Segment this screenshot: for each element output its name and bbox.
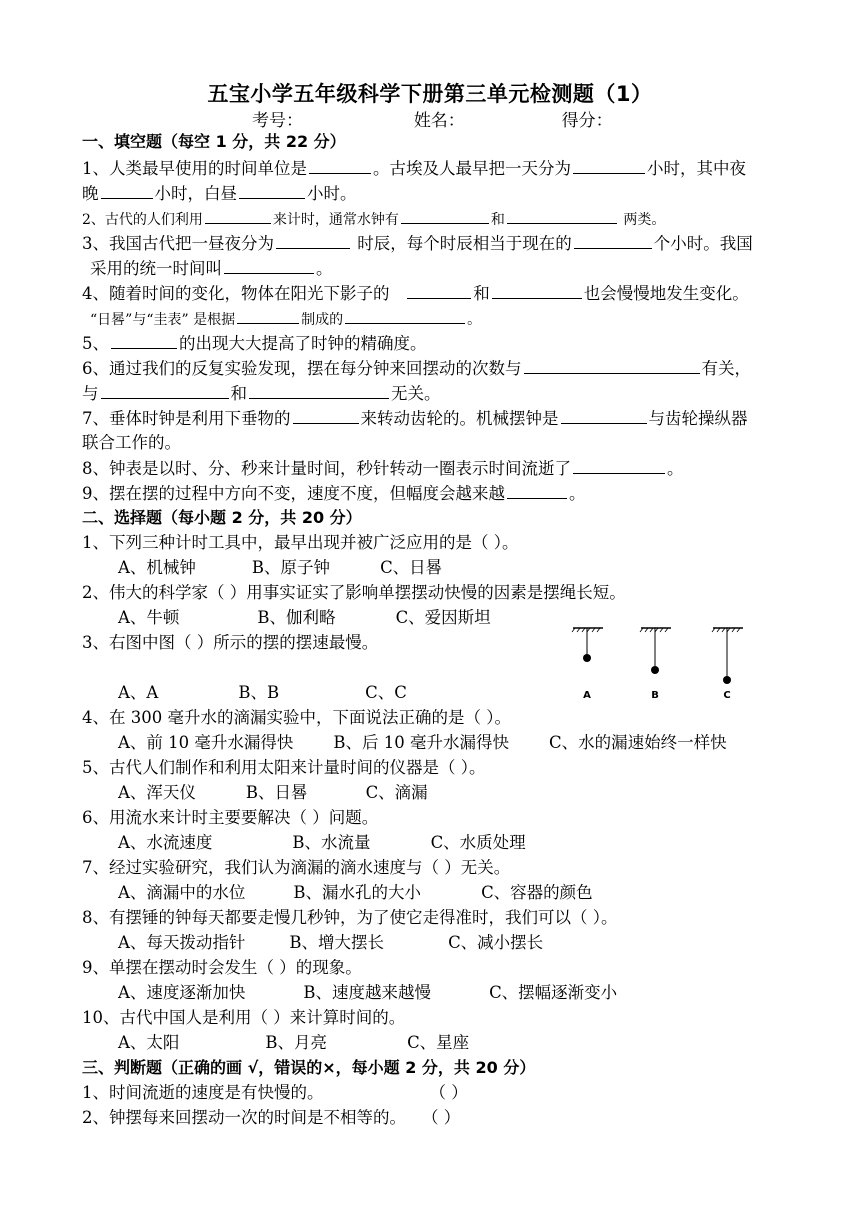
option-a[interactable]: A、水流速度 <box>118 833 213 852</box>
figure-label-b: B <box>651 690 659 701</box>
option-a[interactable]: A、机械钟 <box>118 558 196 577</box>
choice-7-options <box>118 882 593 904</box>
choice-10-options <box>118 1032 469 1054</box>
section-judge-heading: 三、判断题（正确的画 √，错误的×，每小题 2 分，共 20 分） <box>82 1058 536 1077</box>
pendulum-b <box>640 628 671 674</box>
question-choice-4: 4、在 300 毫升水的滴漏实验中，下面说法正确的是（ ）。 <box>82 708 511 727</box>
question-fill-4-cont: “日晷”与“圭表” 是根据 制成的 。 <box>90 307 481 331</box>
option-a[interactable]: A、A <box>118 683 159 702</box>
answer-blank[interactable] <box>249 382 389 399</box>
score-label: 得分： <box>561 111 613 131</box>
question-judge-1: 1、时间流逝的速度是有快慢的。 （ ） <box>82 1083 468 1102</box>
judge-answer-paren[interactable]: （ ） <box>422 1108 461 1127</box>
choice-9-options <box>118 982 617 1004</box>
question-fill-1: 1、人类最早使用的时间单位是 。古埃及人最早把一天分为 小时，其中夜 <box>82 159 746 178</box>
option-c[interactable]: C、星座 <box>407 1033 470 1052</box>
answer-blank[interactable] <box>276 232 350 249</box>
figure-label-c: C <box>723 690 731 701</box>
answer-blank[interactable] <box>507 482 567 499</box>
question-choice-9: 9、单摆在摆动时会发生（ ）的现象。 <box>82 958 362 977</box>
option-a[interactable]: A、前 10 毫升水漏得快 <box>118 733 294 752</box>
question-choice-7: 7、经过实验研究，我们认为滴漏的滴水速度与（ ）无关。 <box>82 858 511 877</box>
answer-blank[interactable] <box>293 407 359 424</box>
option-c[interactable]: C、水质处理 <box>430 833 526 852</box>
question-fill-1-cont: 晚 小时，白昼 小时。 <box>82 184 357 203</box>
option-b[interactable]: B、日晷 <box>245 783 308 802</box>
option-b[interactable]: B、增大摆长 <box>289 933 385 952</box>
question-fill-7-cont: 联合工作的。 <box>82 433 181 452</box>
question-fill-5: 5、 的出现大大提高了时钟的精确度。 <box>82 334 427 353</box>
option-c[interactable]: C、爱因斯坦 <box>395 608 491 627</box>
choice-2-options <box>118 607 491 629</box>
choice-1-options <box>118 557 442 579</box>
pendulum-c <box>712 628 743 684</box>
answer-blank[interactable] <box>401 207 489 224</box>
student-name-label: 姓名： <box>413 111 465 131</box>
judge-answer-paren[interactable]: （ ） <box>429 1083 468 1102</box>
answer-blank[interactable] <box>345 307 465 324</box>
answer-blank[interactable] <box>237 307 299 324</box>
option-c[interactable]: C、摆幅逐渐变小 <box>489 983 618 1002</box>
answer-blank[interactable] <box>507 207 617 224</box>
choice-5-options <box>118 782 428 804</box>
answer-blank[interactable] <box>492 282 582 299</box>
option-b[interactable]: B、后 10 毫升水漏得快 <box>333 733 510 752</box>
pendulum-figure <box>565 622 755 702</box>
pendulum-a <box>572 628 603 662</box>
exam-info <box>252 106 613 131</box>
question-fill-6: 6、通过我们的反复实验发现，摆在每分钟来回摆动的次数与 有关， <box>82 359 751 378</box>
option-b[interactable]: B、B <box>238 683 280 702</box>
answer-blank[interactable] <box>101 182 153 199</box>
answer-blank[interactable] <box>561 407 647 424</box>
choice-3-options <box>118 682 407 704</box>
question-fill-8: 8、钟表是以时、分、秒来计量时间，秒针转动一圈表示时间流逝了 。 <box>82 459 684 478</box>
option-b[interactable]: B、速度越来越慢 <box>303 983 432 1002</box>
question-choice-2: 2、伟大的科学家（ ）用事实证实了影响单摆摆动快慢的因素是摆绳长短。 <box>82 583 626 602</box>
question-fill-4: 4、随着时间的变化，物体在阳光下影子的 和 也会慢慢地发生变化。 <box>82 284 749 303</box>
option-a[interactable]: A、滴漏中的水位 <box>118 883 246 902</box>
choice-8-options <box>118 932 543 954</box>
option-c[interactable]: C、日晷 <box>380 558 443 577</box>
answer-blank[interactable] <box>309 157 371 174</box>
question-fill-9: 9、摆在摆的过程中方向不变，速度不度，但幅度会越来越 。 <box>82 484 586 503</box>
option-c[interactable]: C、C <box>365 683 407 702</box>
option-b[interactable]: B、月亮 <box>265 1033 328 1052</box>
question-choice-8: 8、有摆锤的钟每天都要走慢几秒钟，为了使它走得准时，我们可以（ ）。 <box>82 908 618 927</box>
question-judge-2: 2、钟摆每来回摆动一次的时间是不相等的。 （ ） <box>82 1108 461 1127</box>
question-fill-2: 2、古代的人们利用 来计时，通常水钟有 和 两类。 <box>82 207 665 231</box>
question-fill-3: 3、我国古代把一昼夜分为 时辰，每个时辰相当于现在的 个小时。我国 <box>82 234 753 253</box>
answer-blank[interactable] <box>524 357 700 374</box>
answer-blank[interactable] <box>573 157 645 174</box>
question-choice-1: 1、下列三种计时工具中，最早出现并被广泛应用的是（ ）。 <box>82 533 519 552</box>
option-a[interactable]: A、每天拨动指针 <box>118 933 246 952</box>
figure-label-a: A <box>583 690 591 701</box>
question-choice-5: 5、古代人们制作和利用太阳来计量时间的仪器是（ ）。 <box>82 758 486 777</box>
answer-blank[interactable] <box>239 182 305 199</box>
option-b[interactable]: B、伽利略 <box>257 608 336 627</box>
answer-blank[interactable] <box>111 332 177 349</box>
choice-6-options <box>118 832 526 854</box>
option-c[interactable]: C、滴漏 <box>365 783 428 802</box>
answer-blank[interactable] <box>407 282 471 299</box>
option-c[interactable]: C、水的漏速始终一样快 <box>549 733 727 752</box>
answer-blank[interactable] <box>573 457 665 474</box>
choice-4-options <box>118 732 727 754</box>
option-b[interactable]: B、原子钟 <box>251 558 331 577</box>
page-title: 五宝小学五年级科学下册第三单元检测题（1） <box>207 82 653 106</box>
option-b[interactable]: B、漏水孔的大小 <box>293 883 422 902</box>
option-c[interactable]: C、减小摆长 <box>448 933 544 952</box>
answer-blank[interactable] <box>574 232 652 249</box>
question-fill-6-cont: 与 和 无关。 <box>82 384 441 403</box>
question-choice-3: 3、右图中图（ ）所示的摆的摆速最慢。 <box>82 633 379 652</box>
option-a[interactable]: A、牛顿 <box>118 608 180 627</box>
question-fill-3-cont: 采用的统一时间叫 。 <box>90 259 333 278</box>
question-fill-7: 7、垂体时钟是利用下垂物的 来转动齿轮的。机械摆钟是 与齿轮操纵器 <box>82 409 748 428</box>
exam-number-label: 考号： <box>252 111 303 131</box>
section-choice-heading: 二、选择题（每小题 2 分，共 20 分） <box>82 508 362 527</box>
option-a[interactable]: A、浑天仪 <box>118 783 196 802</box>
answer-blank[interactable] <box>101 382 229 399</box>
option-a[interactable]: A、速度逐渐加快 <box>118 983 246 1002</box>
question-choice-6: 6、用流水来计时主要要解决（ ）问题。 <box>82 808 379 827</box>
question-choice-10: 10、古代中国人是利用（ ）来计算时间的。 <box>82 1008 406 1027</box>
section-fill-heading: 一、填空题（每空 1 分，共 22 分） <box>82 132 346 151</box>
answer-blank[interactable] <box>224 257 314 274</box>
option-b[interactable]: B、水流量 <box>292 833 371 852</box>
option-a[interactable]: A、太阳 <box>118 1033 180 1052</box>
answer-blank[interactable] <box>205 207 271 224</box>
option-c[interactable]: C、容器的颜色 <box>481 883 593 902</box>
